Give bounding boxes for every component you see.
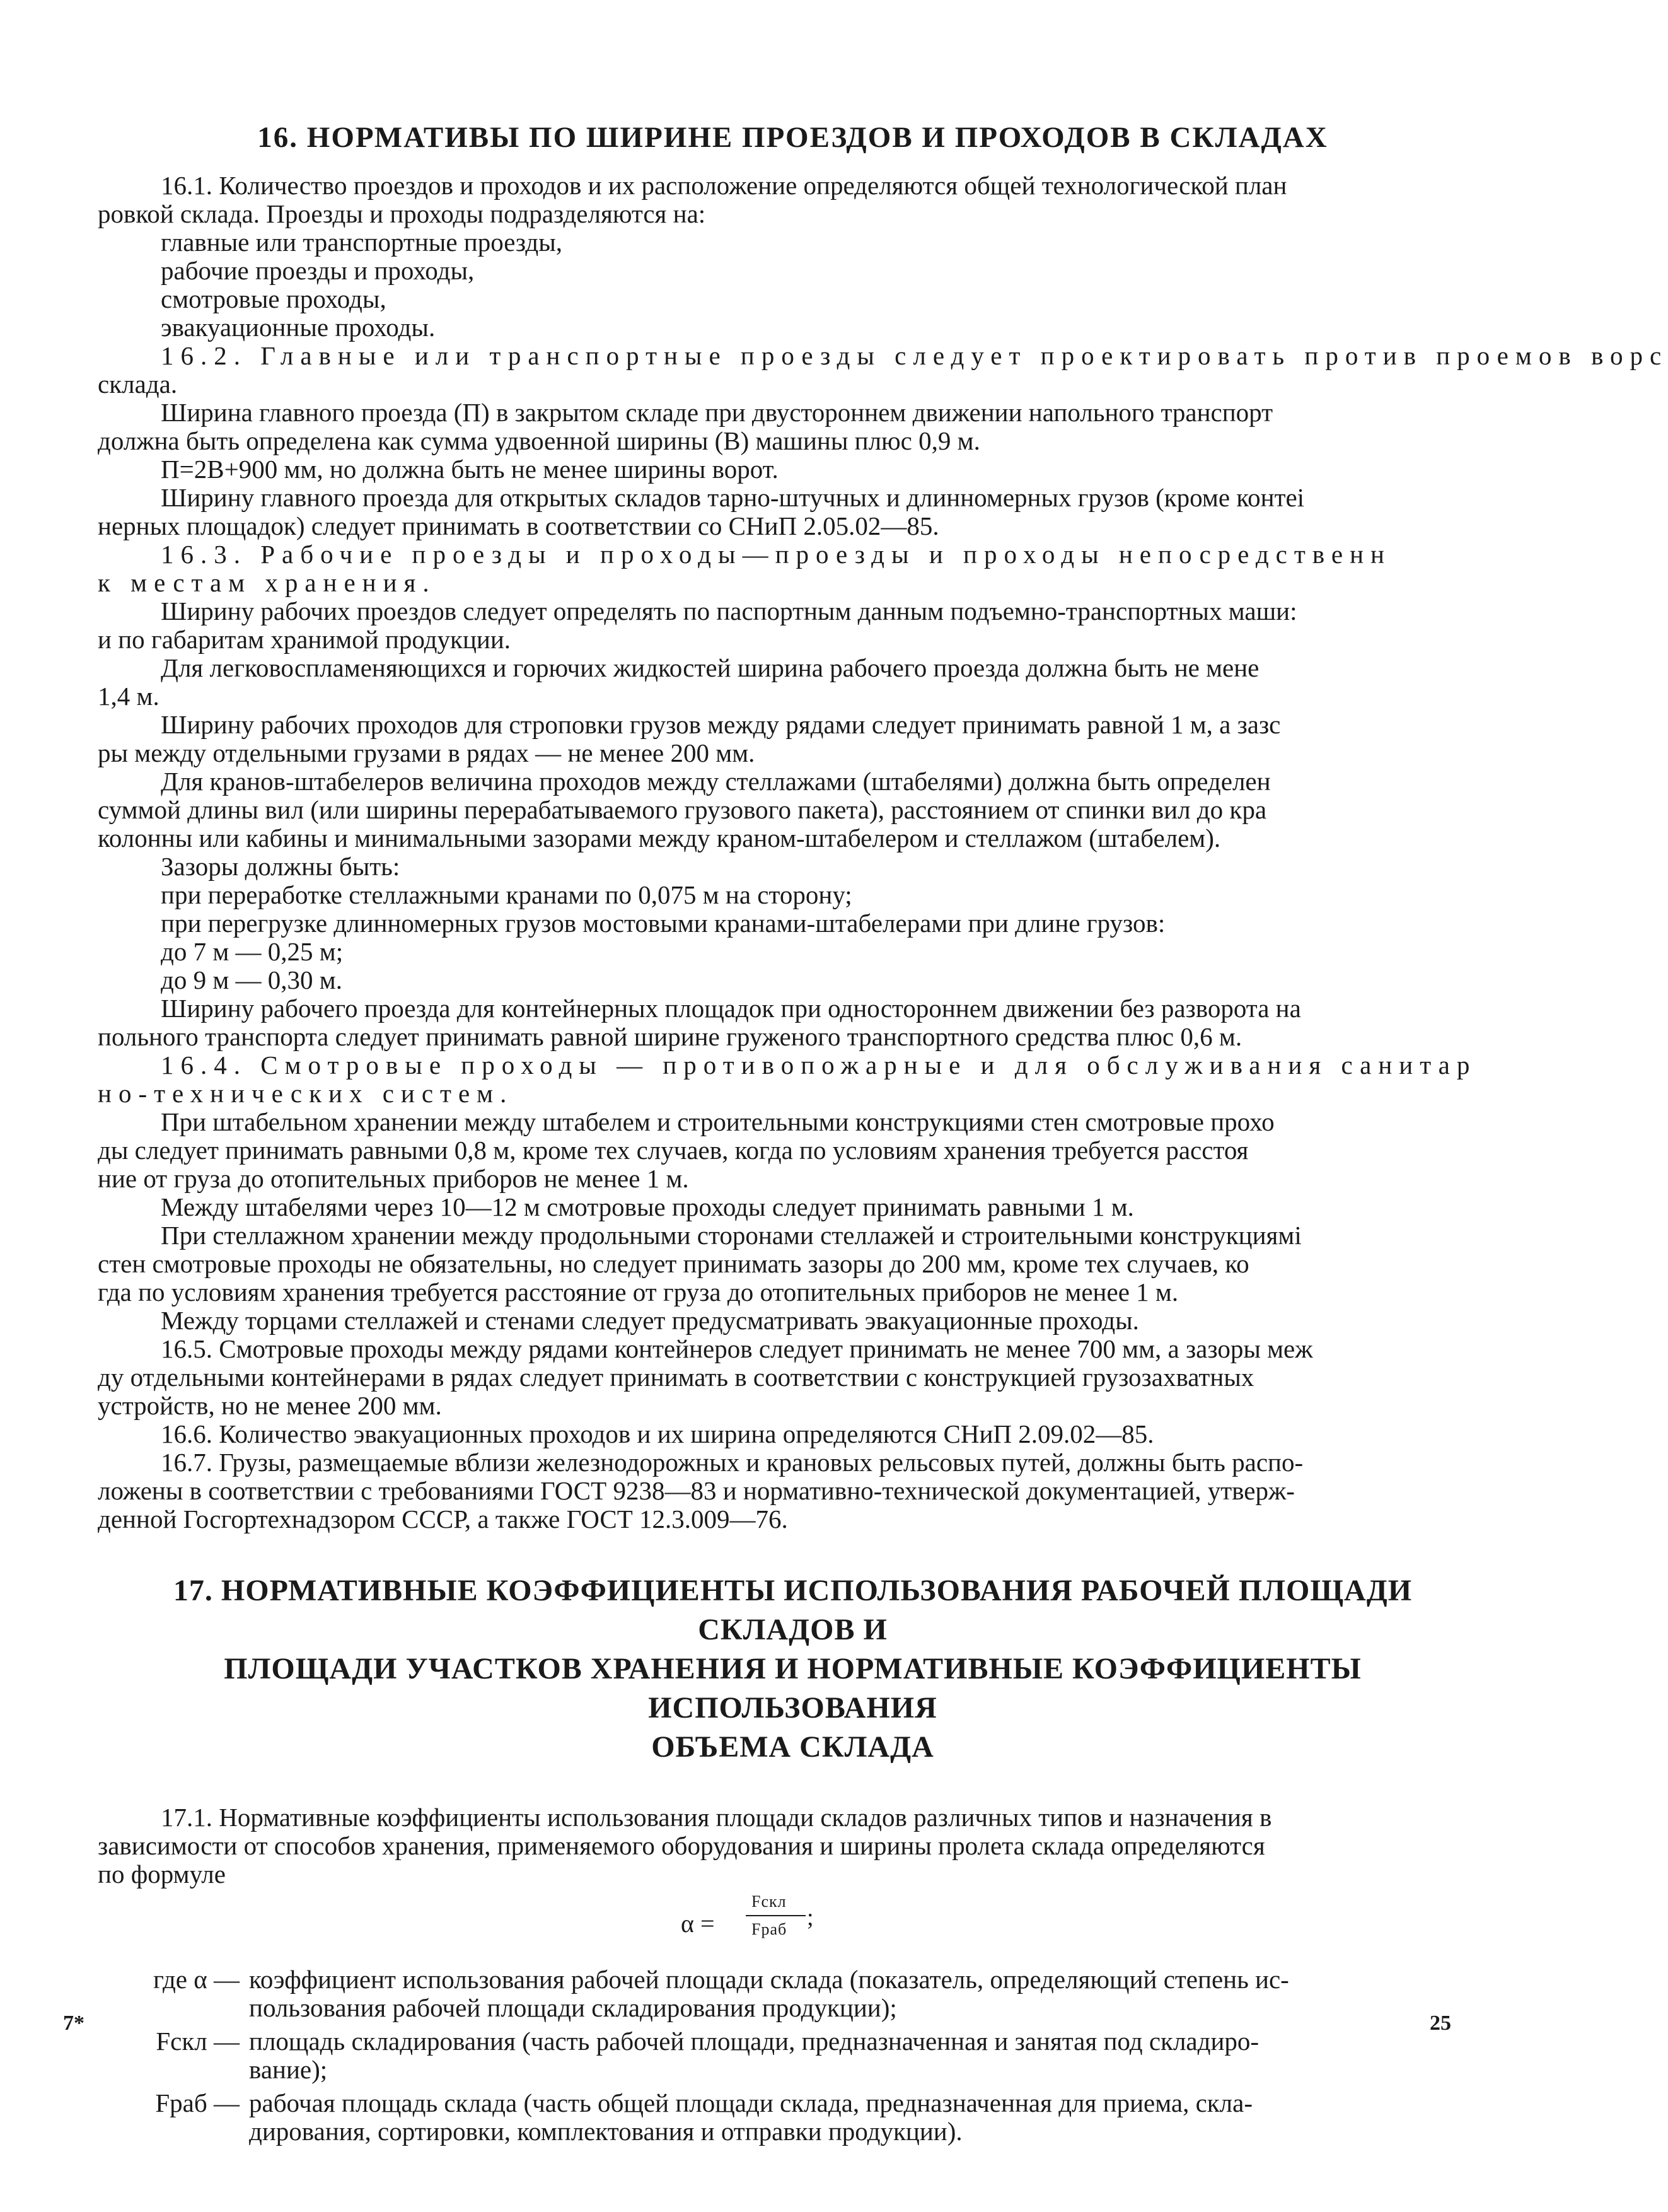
text-line: устройств, но не менее 200 мм. — [98, 1391, 442, 1420]
text-line: Ширину рабочих проходов для строповки грузов между рядами следует принимать равной 1 м, а зазс — [161, 710, 1281, 739]
text-line: денной Госгортехнадзором СССР, а также ГОСТ 12.3.009—76. — [98, 1505, 788, 1534]
text-line: до 7 м — 0,25 м; — [161, 937, 344, 966]
definition-line: пользования рабочей площади складирования продукции); — [249, 1993, 897, 2022]
section-17-body — [98, 1803, 1488, 1889]
definition-term: Fскл — — [156, 2027, 240, 2056]
text-line: рабочие проезды и проходы, — [161, 256, 475, 285]
text-line: по формуле — [98, 1860, 226, 1889]
page-number: 25 — [1430, 2011, 1451, 2035]
text-line: 16.2. Главные или транспортные проезды следует проектировать против проемов ворс — [161, 341, 1668, 370]
text-line: Между торцами стеллажей и стенами следует предусматривать эвакуационные проходы. — [161, 1306, 1139, 1335]
text-line: ды следует принимать равными 0,8 м, кроме тех случаев, когда по условиям хранения требуется расстоя — [98, 1136, 1249, 1165]
definition-item — [98, 2027, 1488, 2084]
text-line: должна быть определена как сумма удвоенной ширины (В) машины плюс 0,9 м. — [98, 426, 980, 455]
text-line: 16.4. Смотровые проходы — противопожарные и для обслуживания санитар — [161, 1051, 1477, 1080]
definition-term: Fраб — — [155, 2088, 240, 2117]
definition-item — [98, 2089, 1488, 2146]
text-line: 17.1. Нормативные коэффициенты использования площади складов различных типов и назначения в — [161, 1803, 1272, 1832]
formula-numerator: Fскл — [751, 1892, 787, 1911]
text-line: Ширина главного проезда (П) в закрытом складе при двустороннем движении напольного транспорт — [161, 398, 1273, 427]
text-line: суммой длины вил (или ширины перерабатываемого грузового пакета), расстоянием от спинки вил до кра — [98, 795, 1267, 824]
text-line: колонны или кабины и минимальными зазорами между краном-штабелером и стеллажом (штабелем). — [98, 824, 1221, 853]
text-line: ду отдельными контейнерами в рядах следует принимать в соответствии с конструкцией грузозахватных — [98, 1363, 1254, 1392]
text-line: стен смотровые проходы не обязательны, но следует принимать зазоры до 200 мм, кроме тех случаев, ко — [98, 1249, 1249, 1278]
definition-line: коэффициент использования рабочей площади склада (показатель, определяющий степень ис- — [249, 1965, 1289, 1994]
text-line: Для легковоспламеняющихся и горючих жидкостей ширина рабочего проезда должна быть не мене — [161, 653, 1260, 682]
text-line: 16.5. Смотровые проходы между рядами контейнеров следует принимать не менее 700 мм, а зазоры меж — [161, 1334, 1313, 1363]
definition-line: рабочая площадь склада (часть общей площади склада, предназначенная для приема, скла- — [249, 2088, 1253, 2117]
text-line: Ширину главного проезда для открытых складов тарно-штучных и длинномерных грузов (кроме контеі — [161, 483, 1305, 512]
text-line: 16.7. Грузы, размещаемые вблизи железнодорожных и крановых рельсовых путей, должны быть распо- — [161, 1448, 1304, 1477]
definitions — [98, 1965, 1488, 2146]
text-line: главные или транспортные проезды, — [161, 228, 563, 257]
text-line: при переработке стеллажными кранами по 0,075 м на сторону; — [161, 880, 852, 909]
text-line: польного транспорта следует принимать равной ширине груженого транспортного средства плюс 0,6 м. — [98, 1022, 1242, 1051]
definition-line: дирования, сортировки, комплектования и отправки продукции). — [249, 2117, 963, 2146]
text-line: Ширину рабочих проездов следует определять по паспортным данным подъемно-транспортных маши: — [161, 597, 1297, 626]
text-line: и по габаритам хранимой продукции. — [98, 625, 511, 654]
text-line: нерных площадок) следует принимать в соответствии со СНиП 2.05.02—85. — [98, 511, 939, 540]
text-line: гда по условиям хранения требуется расстояние от груза до отопительных приборов не менее 1 м. — [98, 1278, 1179, 1307]
text-line: смотровые проходы, — [161, 284, 386, 313]
definition-line: вание); — [249, 2055, 328, 2084]
text-line: Между штабелями через 10—12 м смотровые проходы следует принимать равными 1 м. — [161, 1192, 1134, 1221]
formula — [98, 1892, 1488, 1954]
text-line: При стеллажном хранении между продольными сторонами стеллажей и строительными конструкциямі — [161, 1221, 1302, 1250]
definition-term: где α — — [153, 1965, 240, 1994]
text-line: ры между отдельными грузами в рядах — не менее 200 мм. — [98, 738, 755, 767]
formula-denominator: Fраб — [751, 1920, 787, 1938]
text-line: зависимости от способов хранения, применяемого оборудования и ширины пролета склада определяются — [98, 1831, 1265, 1860]
text-line: 16.1. Количество проездов и проходов и их расположение определяются общей технологической план — [161, 171, 1287, 200]
fraction-bar — [746, 1915, 806, 1916]
footer-signature-mark: 7* — [63, 2011, 84, 2035]
section-16-body — [98, 171, 1668, 1534]
text-line: Ширину рабочего проезда для контейнерных площадок при одностороннем движении без разворота на — [161, 994, 1301, 1023]
definition-item — [98, 1965, 1488, 2022]
text-line: ровкой склада. Проезды и проходы подразделяются на: — [98, 199, 706, 228]
text-line: но-технических систем. — [98, 1079, 514, 1108]
text-line: П=2В+900 мм, но должна быть не менее ширины ворот. — [161, 455, 779, 484]
definition-line: площадь складирования (часть рабочей площади, предназначенная и занятая под складиро- — [249, 2027, 1260, 2056]
text-line: при перегрузке длинномерных грузов мостовыми кранами-штабелерами при длине грузов: — [161, 909, 1166, 938]
section-17-heading-line: 17. НОРМАТИВНЫЕ КОЭФФИЦИЕНТЫ ИСПОЛЬЗОВАНИЯ РАБОЧЕЙ ПЛОЩАДИ СКЛАДОВ И — [173, 1574, 1413, 1646]
text-line: 1,4 м. — [98, 682, 159, 711]
text-line: 16.3. Рабочие проезды и проходы—проезды и проходы непосредственн — [161, 540, 1391, 569]
text-line: 16.6. Количество эвакуационных проходов и их ширина определяются СНиП 2.09.02—85. — [161, 1419, 1154, 1448]
text-line: ложены в соответствии с требованиями ГОСТ 9238—83 и нормативно-технической документацией, утверж- — [98, 1476, 1295, 1505]
document-page — [98, 114, 1668, 2151]
text-line: до 9 м — 0,30 м. — [161, 965, 343, 994]
text-line: склада. — [98, 370, 178, 399]
text-line: ние от груза до отопительных приборов не менее 1 м. — [98, 1164, 689, 1193]
text-line: к местам хранения. — [98, 568, 436, 597]
text-line: При штабельном хранении между штабелем и строительными конструкциями стен смотровые прохо — [161, 1107, 1275, 1136]
text-line: Зазоры должны быть: — [161, 852, 400, 881]
formula-trail: ; — [807, 1904, 814, 1931]
formula-lhs: α = — [681, 1909, 715, 1938]
text-line: эвакуационные проходы. — [161, 313, 436, 342]
section-17-heading-line: ОБЪЕМА СКЛАДА — [651, 1730, 934, 1764]
section-17-heading — [98, 1571, 1488, 1767]
section-17-heading-line: ПЛОЩАДИ УЧАСТКОВ ХРАНЕНИЯ И НОРМАТИВНЫЕ КОЭФФИЦИЕНТЫ ИСПОЛЬЗОВАНИЯ — [224, 1652, 1362, 1725]
section-16-heading: 16. НОРМАТИВЫ ПО ШИРИНЕ ПРОЕЗДОВ И ПРОХОДОВ В СКЛАДАХ — [257, 121, 1328, 154]
text-line: Для кранов-штабелеров величина проходов между стеллажами (штабелями) должна быть определен — [161, 767, 1271, 796]
